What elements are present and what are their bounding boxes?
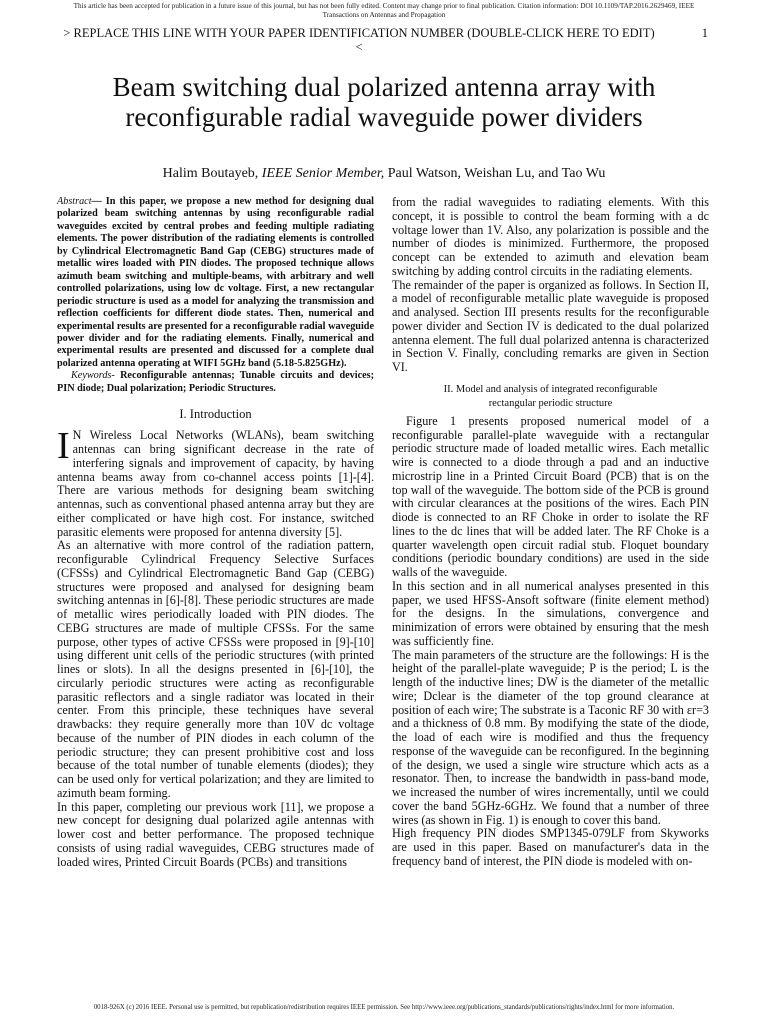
abstract-lead: Abstract xyxy=(57,196,92,207)
abstract-text: — In this paper, we propose a new method for designing dual polarized beam switching antennas by using reconfigurable radial waveguides excited by central probes and feeding multiple radiating elements. The power distribution of the radiating elements is controlled by Cylindrical Electromagnetic Band Gap (CEBG) structures made of metallic wires loaded with PIN diodes. The proposed technique allows azimuth beam switching and multiple-beams, with arbitrary and well controlled polarizations, using low dc voltage. First, a new rectangular periodic structure is used as a model for analyzing the transmission and reflection coefficients for different diode states. Then, numerical and experimental results are presented for a reconfigurable radial waveguide power divider and for the radiating elements. Finally, numerical and experimental results are presented and discussed for a complete dual polarized antenna operating at WIFI 5GHz band (5.18-5.825GHz). xyxy=(57,196,374,369)
model-paragraph-1: Figure 1 presents proposed numerical model of a reconfigurable parallel-plate waveguide with a rectangular periodic structure made of loaded metallic wires. Each metallic wire is connected to a diode through a pad and an inductive microstrip line in a Printed Circuit Board (PCB) that is on the top wall of the waveguide. The bottom side of the PCB is ground with circular clearances at the positions of the wires. Each PIN diode is connected to an RF Choke in order to isolate the RF lines to the dc lines that will be added later. The RF Choke is a quarter wavelength open circuit radial stub. Floquet boundary conditions (periodic boundary conditions) are used in the side walls of the waveguide. xyxy=(392,413,709,579)
model-paragraph-4: High frequency PIN diodes SMP1345-079LF from Skyworks are used in this paper. Based on manufacturer's data in the frequency band of interest, the PIN diode is modeled with on- xyxy=(392,826,709,868)
section-heading-model-line1: II. Model and analysis of integrated reconfigurable xyxy=(443,383,658,395)
section-heading-model xyxy=(392,383,709,411)
author-rest: Paul Watson, Weishan Lu, and Tao Wu xyxy=(387,166,606,181)
author-affiliation: IEEE Senior Member, xyxy=(261,166,385,181)
keywords-lead: Keywords- xyxy=(71,370,115,382)
model-paragraph-2: In this section and in all numerical analyses presented in this paper, we used HFSS-Ansoft software (finite element method) for the designs. In the simulations, convergence and minimization of errors were obtained by ensuring that the mesh was sufficiently fine. xyxy=(392,578,709,648)
section-heading-model-line2: rectangular periodic structure xyxy=(488,397,613,409)
left-column xyxy=(57,196,374,869)
publication-notice-line2: Transactions on Antennas and Propagation xyxy=(322,11,446,19)
right-paragraph-2: The remainder of the paper is organized as follows. In Section II, a model of reconfigurable metallic plate waveguide is proposed and analysed. Section III presents results for the reconfigurable power divider and Section IV is dedicated to the dual polarized antenna element. The full dual polarized antenna is characterized in Section V. Finally, concluding remarks are given in Section VI. xyxy=(392,277,709,374)
drop-cap: I xyxy=(57,425,70,468)
page-number: 1 xyxy=(701,26,708,40)
right-paragraph-1: from the radial waveguides to radiating elements. With this concept, it is possible to control the beam forming with a dc voltage lower than 1V. Also, any polarization is possible and the number of diodes is minimized. Furthermore, the proposed concept can be extended to azimuth and elevation beam switching by adding control circuits in the radiating elements. xyxy=(392,195,709,278)
intro-paragraph-3: In this paper, completing our previous work [11], we propose a new concept for designing dual polarized agile antennas with lower cost and better performance. The proposed technique consists of using radial waveguides, CEBG structures made of loaded wires, Printed Circuit Boards (PCBs) and transitions xyxy=(57,799,374,869)
keywords xyxy=(57,370,374,395)
abstract xyxy=(57,196,374,370)
intro-paragraph-1-text: N Wireless Local Networks (WLANs), beam switching antennas can bring significant decrease in the rate of interfering signals and improvement of capacity, by having antenna beams away from co-channel access points [1]-[4]. There are various methods for designing beam switching antennas, such as conventional phased antenna array but they are either complicated or have high cost. For instance, switched parasitic elements were proposed for antenna diversity [5]. xyxy=(57,428,374,539)
keywords-text: Reconfigurable antennas; Tunable circuits and devices; PIN diode; Dual polarization; Periodic Structures. xyxy=(57,370,374,394)
intro-paragraph-1 xyxy=(57,425,374,539)
publication-notice xyxy=(20,2,748,20)
author-line xyxy=(80,166,688,182)
copyright-footer: 0018-926X (c) 2016 IEEE. Personal use is permitted, but republication/redistribution requires IEEE permission. See http://www.ieee.org/publications_standards/publications/rights/index.html for more information. xyxy=(93,1004,675,1011)
author-first: Halim Boutayeb, xyxy=(162,166,259,181)
running-header: > REPLACE THIS LINE WITH YOUR PAPER IDENTIFICATION NUMBER (DOUBLE-CLICK HERE TO EDIT) < xyxy=(63,26,655,54)
section-heading-introduction: I. Introduction xyxy=(179,407,252,422)
intro-paragraph-2: As an alternative with more control of the radiation pattern, reconfigurable Cylindrical Frequency Selective Surfaces (CFSSs) and Cylindrical Electromagnetic Band Gap (CEBG) structures were proposed and analysed for designing beam switching antennas in [6]-[8]. These periodic structures are made of metallic wires periodically loaded with PIN diodes. The CEBG structures are made of multiple CFSSs. For the same purpose, other types of active CFSSs were proposed in [9]-[10] using different unit cells of the periodic structures (with printed lines or slots). In all the designs presented in [6]-[10], the circularly periodic structures were acting as reconfigurable parasitic reflectors and a single radiator was located in their center. From this principle, these techniques have several drawbacks: they require generally more than 10V dc voltage because of the number of PIN diodes in each column of the periodic structure; they can present prohibitive cost and loss because of the total number of tunable elements (diodes); they can be used only for vertical polarization; and they are limited to azimuth beam forming. xyxy=(57,538,374,800)
model-paragraph-3: The main parameters of the structure are the followings: H is the height of the parallel-plate waveguide; P is the period; L is the length of the inductive lines; DW is the diameter of the metallic wire; Dclear is the diameter of the top ground clearance at position of each wire; The substrate is a Taconic RF 30 with εr=3 and a thickness of 0.8 mm. By modifying the state of the diode, the load of each wire is modified and thus the frequency response of the waveguide can be reconfigured. In the beginning of the design, we used a single wire structure which acts as a resonator. Then, to increase the bandwidth in pass-band mode, we increased the number of wires incrementally, until we could cover the band 5GHz-6GHz. We found that a number of three wires (as shown in Fig. 1) is enough to cover this band. xyxy=(392,647,709,827)
right-column xyxy=(392,196,709,869)
publication-notice-line1: This article has been accepted for publication in a future issue of this journal, but has not been fully edited. Content may change prior to final publication. Citation information: DOI 10.1109/TAP.2016.2629469, IEEE xyxy=(73,2,695,10)
paper-title: Beam switching dual polarized antenna array with reconfigurable radial waveguide power dividers xyxy=(112,72,656,132)
